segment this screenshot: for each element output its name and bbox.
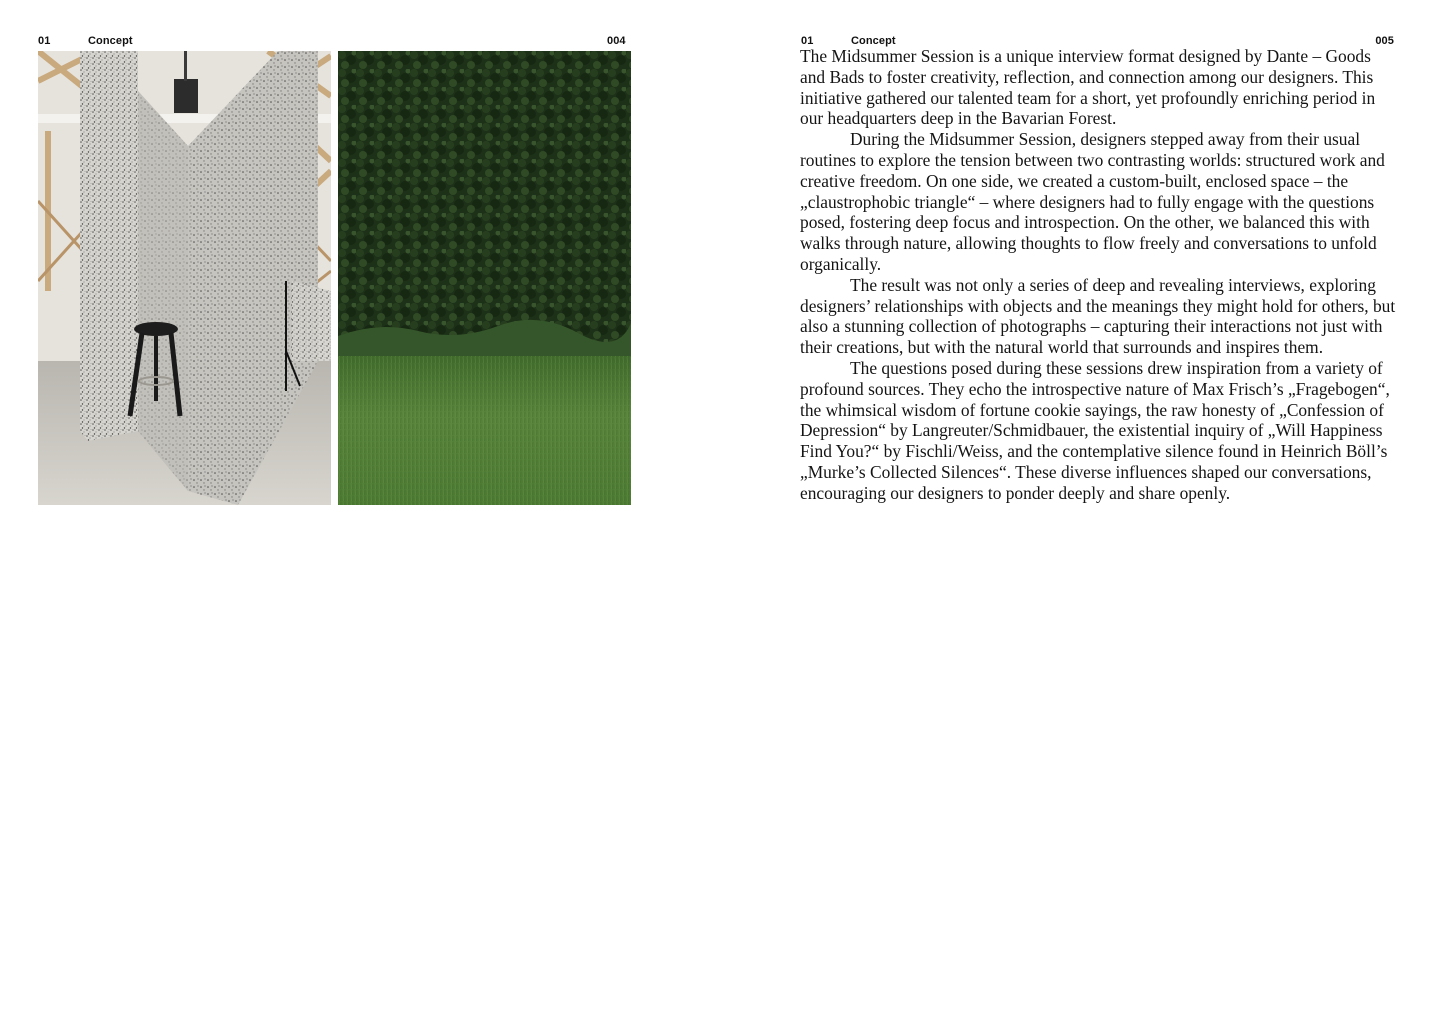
forest-photo	[338, 51, 631, 505]
right-page	[716, 0, 1432, 1021]
paragraph-two-worlds: During the Midsummer Session, designers stepped away from their usual routines to explore the tension between two contrasting worlds: structured work and creative freedom. On one side, we created a custom-built, enclosed space – the „claustrophobic triangle“ – where designers had to fully engage with the questions posed, fostering deep focus and introspection. On the other, we balanced this with walks through nature, allowing thoughts to flow freely and conversations to unfold organically.	[800, 129, 1385, 274]
section-number: 01	[801, 35, 814, 47]
booth-photo	[38, 51, 331, 505]
paragraph-result: The result was not only a series of deep and revealing interviews, exploring designers’ relationships with objects and the meanings they might hold for others, but also a stunning collection of photographs – capturing their interactions not just with their creations, but with the natural world that surrounds and inspires them.	[800, 274, 1396, 358]
paragraph-intro: The Midsummer Session is a unique interview format designed by Dante – Goods and Bads to foster creativity, reflection, and connection among our designers. This initiative gathered our talented team for a short, yet profoundly enriching period in our headquarters deep in the Bavarian Forest.	[800, 46, 1376, 129]
section-number: 01	[38, 35, 51, 47]
forest-photo-image	[338, 51, 631, 505]
section-title: Concept	[88, 35, 133, 47]
page-number: 004	[607, 35, 626, 47]
paragraph-inspiration: The questions posed during these sessions drew inspiration from a variety of profound sources. They echo the introspective nature of Max Frisch’s „Fragebogen“, the whimsical wisdom of fortune cookie sayings, the raw honesty of „Confession of Depression“ by Langreuter/Schmidbauer, the existential inquiry of „Will Happiness Find You?“ by Fischli/Weiss, and the contemplative silence found in Heinrich Böll’s „Murke’s Collected Silences“. These diverse influences shaped our conversations, encouraging our designers to ponder deeply and share openly.	[800, 357, 1390, 503]
page-number: 005	[1375, 35, 1394, 47]
section-title: Concept	[851, 35, 896, 47]
body-text	[800, 46, 1398, 504]
booth-photo-image	[38, 51, 331, 505]
